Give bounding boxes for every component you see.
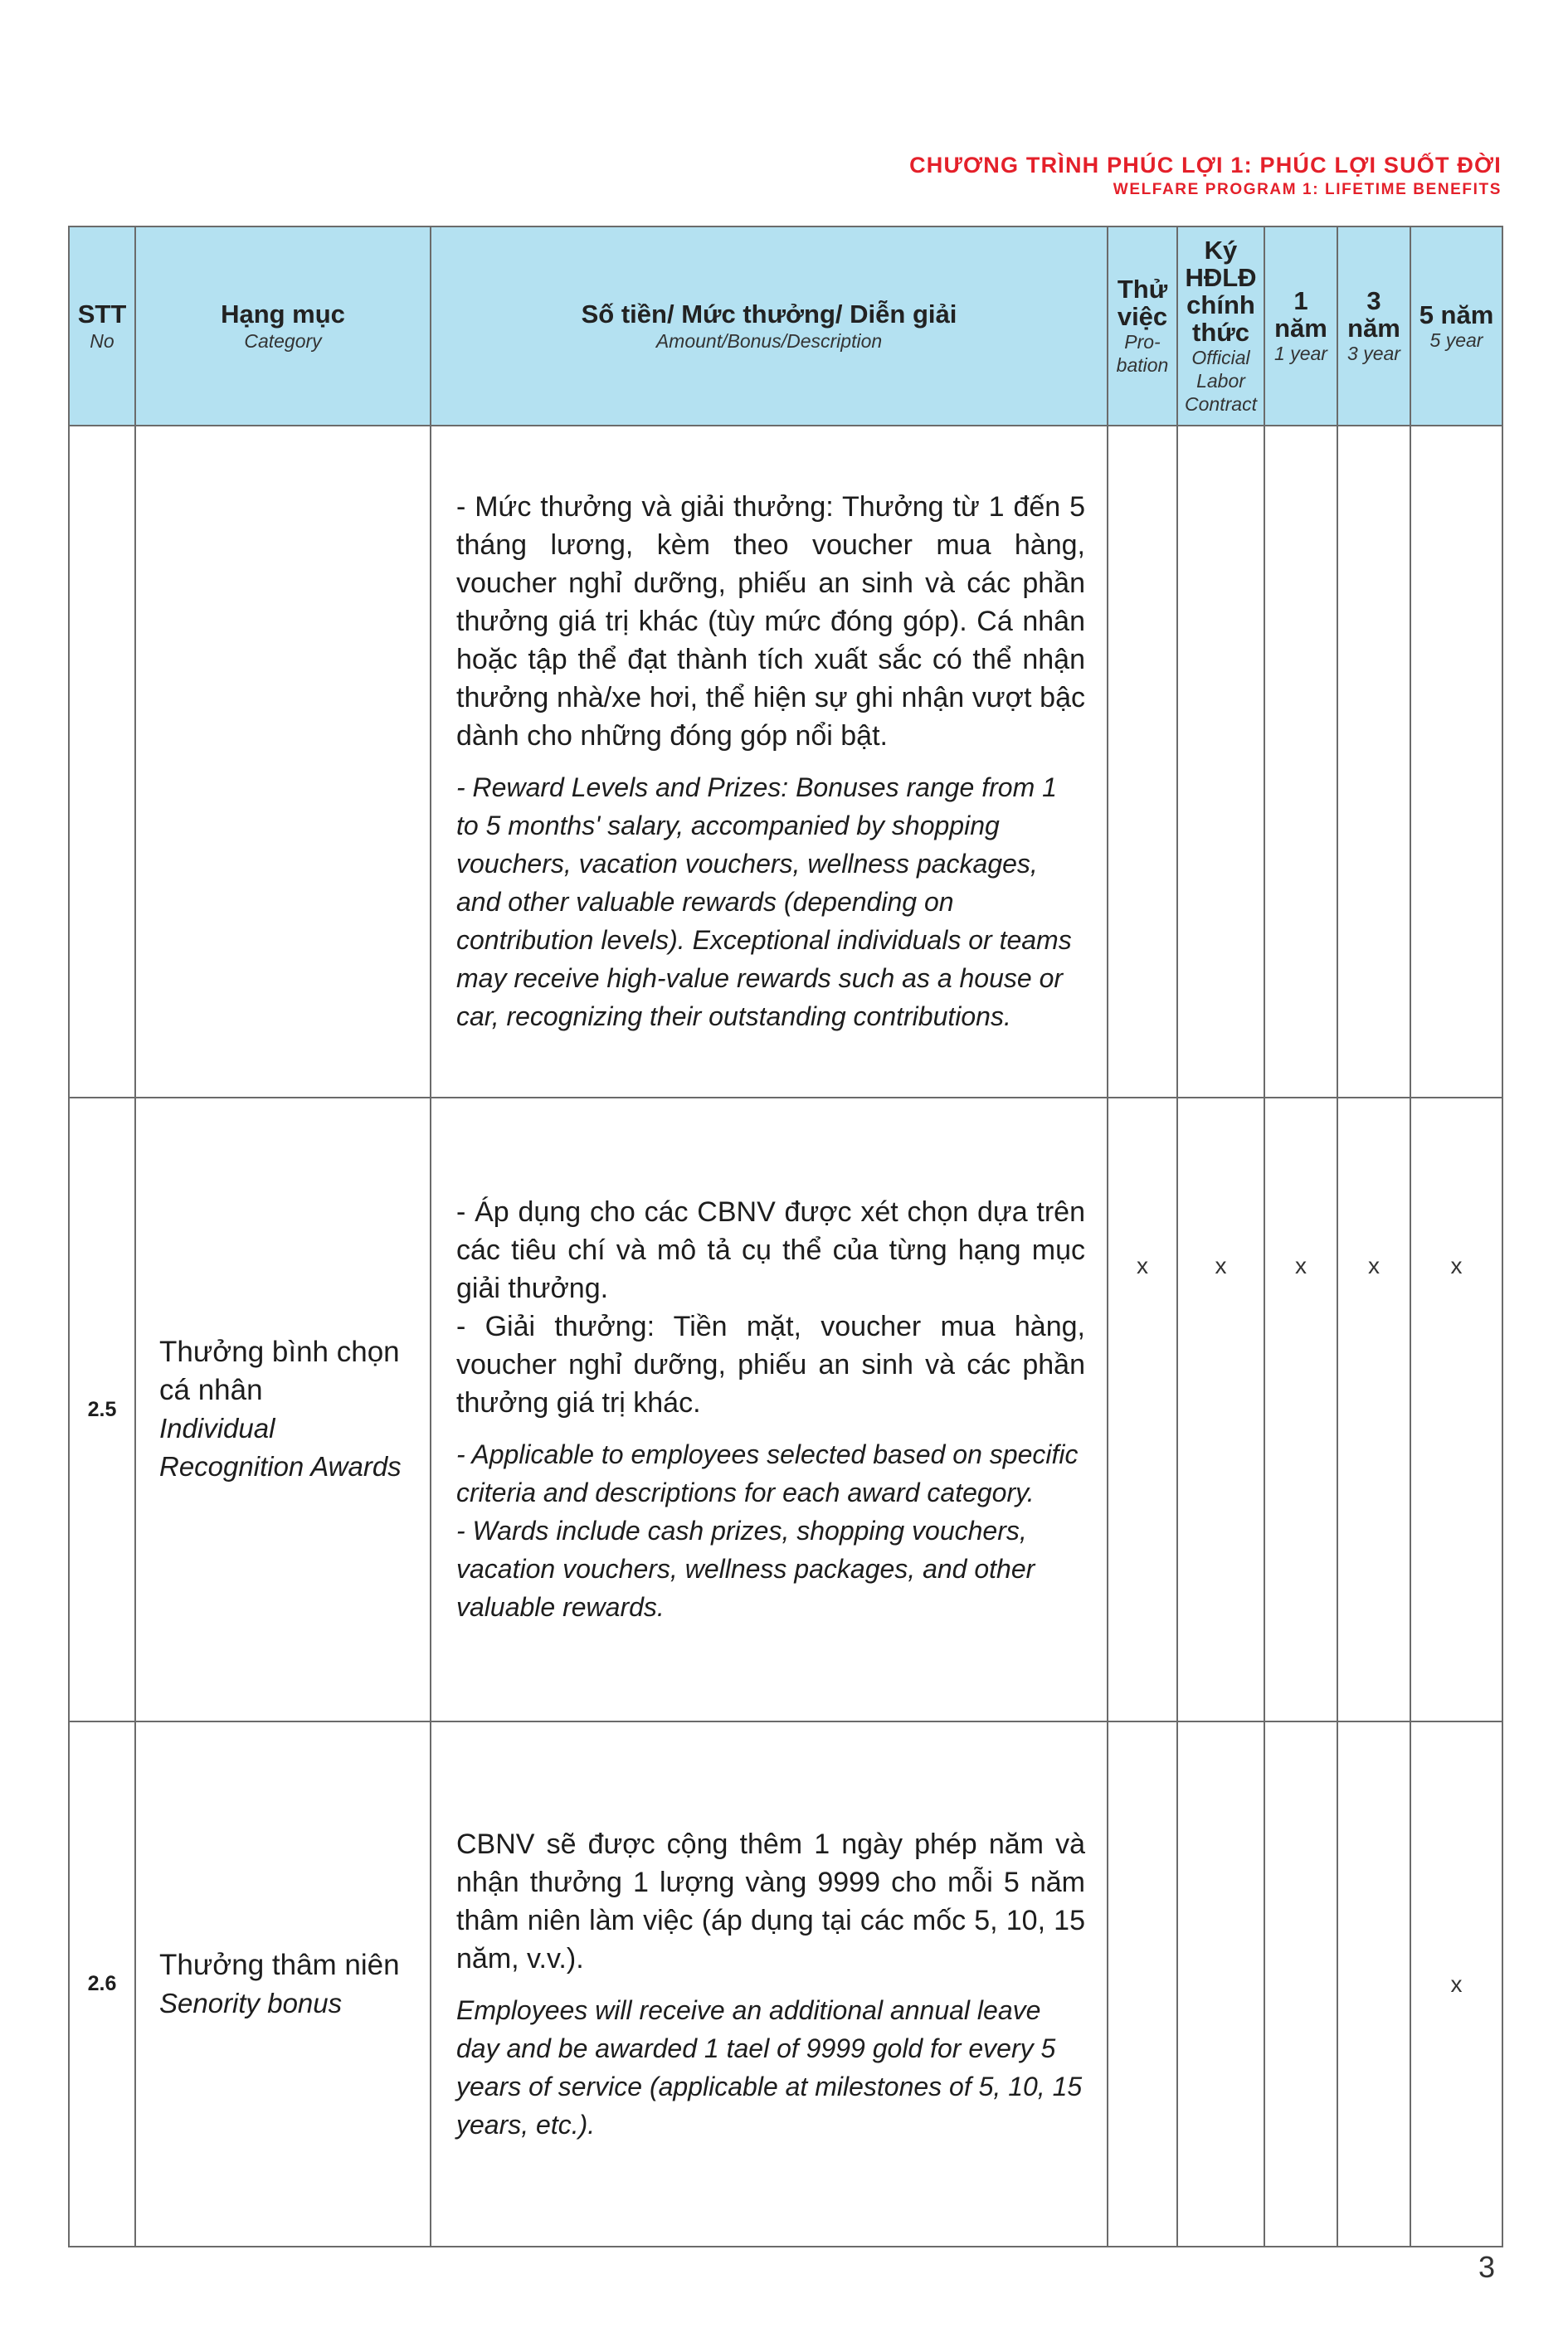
description-vi: CBNV sẽ được cộng thêm 1 ngày phép năm và nhận thưởng 1 lượng vàng 9999 cho mỗi 5 năm thâm niên làm việc (áp dụng tại các mốc 5, 10, 15 năm, v.v.). bbox=[456, 1828, 1085, 1975]
program-title: CHƯƠNG TRÌNH PHÚC LỢI 1: PHÚC LỢI SUỐT ĐỜI bbox=[909, 153, 1502, 178]
row-number: 2.5 bbox=[69, 1098, 135, 1721]
page-header bbox=[909, 151, 1502, 201]
mark-5-year: x bbox=[1410, 1721, 1502, 2247]
row-description bbox=[431, 1098, 1108, 1721]
row-description bbox=[431, 426, 1108, 1098]
mark-probation: x bbox=[1108, 1098, 1177, 1721]
mark-official-contract: x bbox=[1177, 1098, 1264, 1721]
row-category bbox=[135, 1098, 431, 1721]
mark-official-contract bbox=[1177, 426, 1264, 1098]
mark-3-year bbox=[1337, 1721, 1410, 2247]
mark-probation bbox=[1108, 1721, 1177, 2247]
row-number: 2.6 bbox=[69, 1721, 135, 2247]
description-en: - Wards include cash prizes, shopping vouchers, vacation vouchers, wellness packages, and other valuable rewards. bbox=[456, 1516, 1035, 1622]
table-row bbox=[69, 1721, 1502, 2247]
row-category bbox=[135, 426, 431, 1098]
col-header-official-contract: Ký HĐLĐ chính thức Official Labor Contract bbox=[1177, 226, 1264, 426]
description-en: - Reward Levels and Prizes: Bonuses range from 1 to 5 months' salary, accompanied by shopping vouchers, vacation vouchers, wellness packages, and other valuable rewards (depending on contribution levels). Exceptional individuals or teams may receive high-value rewards such as a house or car, recognizing their outstanding contributions. bbox=[456, 772, 1072, 1031]
description-vi: - Áp dụng cho các CBNV được xét chọn dựa trên các tiêu chí và mô tả cụ thể của từng hạng mục giải thưởng. bbox=[456, 1196, 1085, 1304]
page-number: 3 bbox=[1478, 2250, 1495, 2284]
row-category bbox=[135, 1721, 431, 2247]
col-header-1-year: 1 năm 1 year bbox=[1264, 226, 1337, 426]
row-number bbox=[69, 426, 135, 1098]
col-header-3-year: 3 năm 3 year bbox=[1337, 226, 1410, 426]
description-en: Employees will receive an additional annual leave day and be awarded 1 tael of 9999 gold for every 5 years of service (applicable at milestones of 5, 10, 15 years, etc.). bbox=[456, 1994, 1083, 2140]
mark-probation bbox=[1108, 426, 1177, 1098]
benefits-table bbox=[68, 226, 1503, 2247]
col-header-no: STT No bbox=[69, 226, 135, 426]
mark-1-year bbox=[1264, 1721, 1337, 2247]
mark-3-year: x bbox=[1337, 1098, 1410, 1721]
category-vi: Thưởng bình chọn cá nhân bbox=[159, 1336, 400, 1406]
description-en: - Applicable to employees selected based on specific criteria and descriptions for each award category. bbox=[456, 1439, 1079, 1507]
category-en: Senority bonus bbox=[159, 1987, 343, 2018]
program-subtitle: WELFARE PROGRAM 1: LIFETIME BENEFITS bbox=[1113, 181, 1502, 198]
category-vi: Thưởng thâm niên bbox=[159, 1948, 400, 1981]
table-header-row bbox=[69, 226, 1502, 426]
mark-5-year: x bbox=[1410, 1098, 1502, 1721]
category-en: Individual Recognition Awards bbox=[159, 1413, 402, 1482]
description-vi: - Mức thưởng và giải thưởng: Thưởng từ 1 đến 5 tháng lương, kèm theo voucher mua hàng, voucher nghỉ dưỡng, phiếu an sinh và các phần thưởng giá trị khác (tùy mức đóng góp). Cá nhân hoặc tập thể đạt thành tích xuất sắc có thể nhận thưởng nhà/xe hơi, thể hiện sự ghi nhận vượt bậc dành cho những đóng góp nổi bật. bbox=[456, 491, 1085, 752]
col-header-probation: Thử việc Pro-bation bbox=[1108, 226, 1177, 426]
mark-official-contract bbox=[1177, 1721, 1264, 2247]
mark-3-year bbox=[1337, 426, 1410, 1098]
mark-1-year: x bbox=[1264, 1098, 1337, 1721]
mark-1-year bbox=[1264, 426, 1337, 1098]
col-header-5-year: 5 năm 5 year bbox=[1410, 226, 1502, 426]
table-row bbox=[69, 1098, 1502, 1721]
description-vi: - Giải thưởng: Tiền mặt, voucher mua hàng, voucher nghỉ dưỡng, phiếu an sinh và các phần thưởng giá trị khác. bbox=[456, 1311, 1085, 1419]
table-row bbox=[69, 426, 1502, 1098]
mark-5-year bbox=[1410, 426, 1502, 1098]
row-description bbox=[431, 1721, 1108, 2247]
col-header-description: Số tiền/ Mức thưởng/ Diễn giải Amount/Bonus/Description bbox=[431, 226, 1108, 426]
col-header-category: Hạng mục Category bbox=[135, 226, 431, 426]
